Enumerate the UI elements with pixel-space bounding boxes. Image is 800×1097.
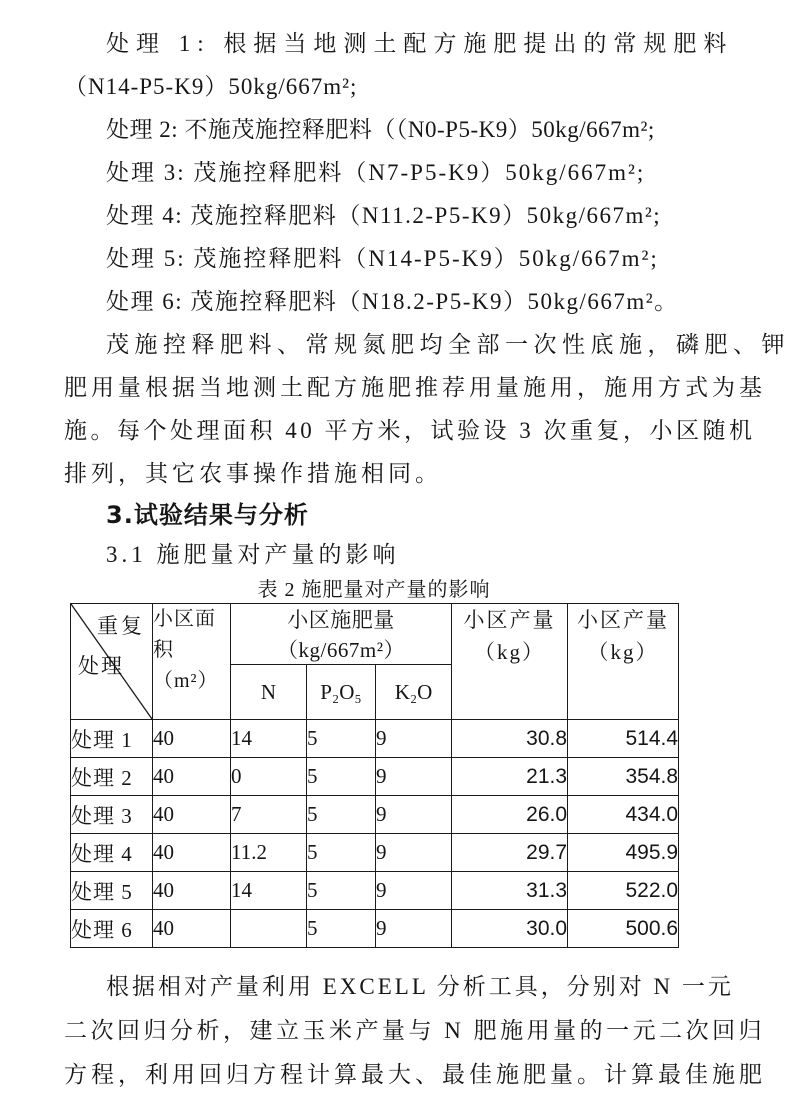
- cell-yield2-3: 434.0: [568, 796, 679, 834]
- cell-area-5: 40: [153, 872, 231, 910]
- cell-area-2: 40: [153, 758, 231, 796]
- cell-treatment-6: 处理 6: [71, 910, 153, 948]
- cell-n-2: 0: [231, 758, 307, 796]
- cell-yield2-1: 514.4: [568, 720, 679, 758]
- header-plot-yield-2: [568, 604, 679, 720]
- table-row-1: [71, 720, 679, 758]
- cell-area-6: 40: [153, 910, 231, 948]
- analysis-paragraph-line-2: 二次回归分析，建立玉米产量与 N 肥施用量的一元二次回归: [64, 1018, 766, 1043]
- table-caption: 表 2 施肥量对产量的影响: [257, 579, 491, 601]
- treatment-1-line-1: 处理 1: 根据当地测土配方施肥提出的常规肥料: [106, 31, 734, 56]
- header-plot-yield-1-unit: （kg）: [474, 640, 546, 664]
- cell-k-3: 9: [376, 796, 452, 834]
- header-repeat-label: 重复: [97, 614, 145, 638]
- header-potash: K₂O: [376, 665, 452, 720]
- method-paragraph-line-2: 肥用量根据当地测土配方施肥推荐用量施用，施用方式为基: [64, 375, 766, 400]
- treatment-6-line: 处理 6: 茂施控释肥料（N18.2-P5-K9）50kg/667m²。: [106, 289, 679, 314]
- cell-yield2-5: 522.0: [568, 872, 679, 910]
- treatment-5-line: 处理 5: 茂施控释肥料（N14-P5-K9）50kg/667m²;: [106, 246, 659, 271]
- header-nitrogen: N: [231, 665, 307, 720]
- header-plot-area: [153, 604, 231, 720]
- cell-k-6: 9: [376, 910, 452, 948]
- cell-area-3: 40: [153, 796, 231, 834]
- cell-k-4: 9: [376, 834, 452, 872]
- header-plot-area-text: 小区面积: [153, 608, 216, 661]
- treatment-1-line-2: （N14-P5-K9）50kg/667m²;: [64, 74, 358, 99]
- cell-p-1: 5: [307, 720, 376, 758]
- table-row-5: [71, 872, 679, 910]
- cell-p-3: 5: [307, 796, 376, 834]
- cell-treatment-4: 处理 4: [71, 834, 153, 872]
- yield-table: [70, 603, 679, 948]
- header-phosphate: P₂O₅: [307, 665, 376, 720]
- table-header-row-1: [71, 604, 679, 665]
- cell-yield1-1: 30.8: [452, 720, 568, 758]
- header-plot-area-unit: （m²）: [153, 670, 219, 692]
- cell-k-2: 9: [376, 758, 452, 796]
- cell-n-3: 7: [231, 796, 307, 834]
- cell-treatment-3: 处理 3: [71, 796, 153, 834]
- header-fertilizer-group: 小区施肥量（kg/667m²）: [231, 604, 452, 665]
- cell-p-2: 5: [307, 758, 376, 796]
- cell-n-6: [231, 910, 307, 948]
- cell-yield2-4: 495.9: [568, 834, 679, 872]
- diagonal-header-cell: [71, 604, 153, 720]
- subsection-heading: 3.1 施肥量对产量的影响: [106, 542, 400, 567]
- table-row-3: [71, 796, 679, 834]
- analysis-paragraph-line-3: 方程，利用回归方程计算最大、最佳施肥量。计算最佳施肥: [64, 1062, 766, 1087]
- cell-yield1-6: 30.0: [452, 910, 568, 948]
- header-plot-yield-2-unit: （kg）: [587, 640, 659, 664]
- analysis-paragraph-line-1: 根据相对产量利用 EXCELL 分析工具，分别对 N 一元: [106, 974, 734, 999]
- cell-area-4: 40: [153, 834, 231, 872]
- header-plot-yield-1: [452, 604, 568, 720]
- cell-treatment-2: 处理 2: [71, 758, 153, 796]
- table-row-4: [71, 834, 679, 872]
- treatment-4-line: 处理 4: 茂施控释肥料（N11.2-P5-K9）50kg/667m²;: [106, 203, 662, 228]
- cell-treatment-1: 处理 1: [71, 720, 153, 758]
- cell-p-5: 5: [307, 872, 376, 910]
- header-plot-yield-2-text: 小区产量: [577, 608, 670, 632]
- cell-p-6: 5: [307, 910, 376, 948]
- cell-yield2-2: 354.8: [568, 758, 679, 796]
- cell-n-1: 14: [231, 720, 307, 758]
- method-paragraph-line-4: 排列，其它农事操作措施相同。: [64, 461, 442, 486]
- header-plot-yield-1-text: 小区产量: [463, 608, 556, 632]
- cell-yield1-3: 26.0: [452, 796, 568, 834]
- cell-yield2-6: 500.6: [568, 910, 679, 948]
- treatment-2-line: 处理 2: 不施茂施控释肥料（（N0-P5-K9）50kg/667m²;: [106, 117, 655, 142]
- cell-n-5: 14: [231, 872, 307, 910]
- cell-n-4: 11.2: [231, 834, 307, 872]
- cell-yield1-4: 29.7: [452, 834, 568, 872]
- cell-p-4: 5: [307, 834, 376, 872]
- cell-area-1: 40: [153, 720, 231, 758]
- header-treatment-label: 处理: [78, 654, 124, 678]
- method-paragraph-line-1: 茂施控释肥料、常规氮肥均全部一次性底施，磷肥、钾: [106, 332, 790, 357]
- cell-k-5: 9: [376, 872, 452, 910]
- cell-treatment-5: 处理 5: [71, 872, 153, 910]
- cell-yield1-2: 21.3: [452, 758, 568, 796]
- cell-yield1-5: 31.3: [452, 872, 568, 910]
- treatment-3-line: 处理 3: 茂施控释肥料（N7-P5-K9）50kg/667m²;: [106, 160, 646, 185]
- cell-k-1: 9: [376, 720, 452, 758]
- method-paragraph-line-3: 施。每个处理面积 40 平方米，试验设 3 次重复，小区随机: [64, 418, 756, 443]
- table-row-6: [71, 910, 679, 948]
- section-heading: 3.试验结果与分析: [106, 501, 309, 529]
- table-row-2: [71, 758, 679, 796]
